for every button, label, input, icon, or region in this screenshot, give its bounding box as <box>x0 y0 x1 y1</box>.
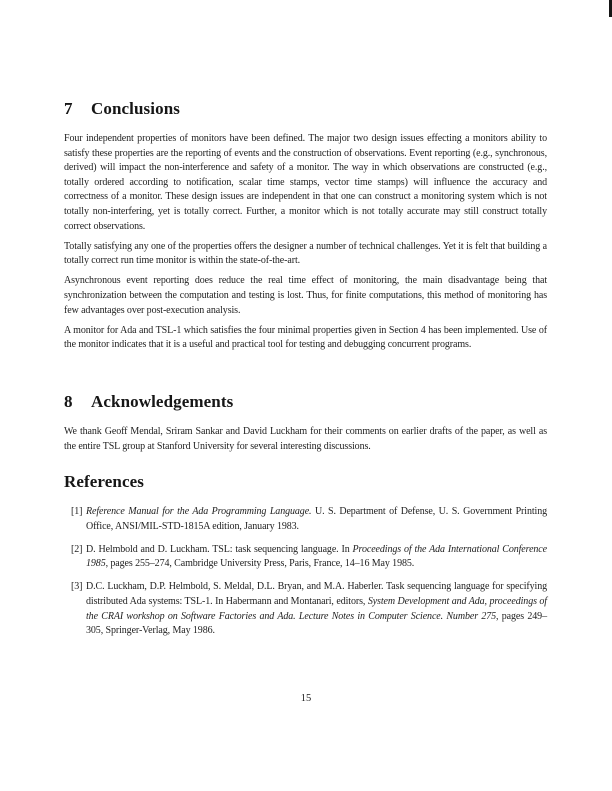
section-title: Acknowledgements <box>91 392 234 411</box>
reference-item <box>64 543 547 572</box>
paragraph: A monitor for Ada and TSL-1 which satisfies the four minimal properties given in Section 4 has been implemented. Use of the monitor indicates that it is a useful and practical tool for testing and debugging concurrent programs. <box>64 324 547 351</box>
reference-text-plain: , pages 249–305, Springer-Verlag, May 1986. <box>86 610 547 637</box>
reference-item <box>64 505 547 534</box>
section-title: References <box>64 472 144 491</box>
section-number: 7 <box>64 99 73 118</box>
reference-label: [1] <box>71 506 83 517</box>
section-acknowledgements <box>64 392 547 460</box>
reference-text <box>86 581 547 636</box>
reference-title-italic: Proceedings of the Ada International Conference 1985 <box>86 543 547 570</box>
paragraph: Totally satisfying any one of the properties offers the designer a number of technical challenges. Yet it is felt that building a totally correct run time monitor is within the state-of-the-art. <box>64 240 547 267</box>
reference-text-plain: D.C. Luckham, D.P. Helmbold, S. Meldal, D.L. Bryan, and M.A. Haberler. Task sequencing language for specifying distributed Ada systems: TSL-1. In Habermann and Montanari, editors, <box>86 581 547 607</box>
paragraph: We thank Geoff Mendal, Sriram Sankar and David Luckham for their comments on earlier drafts of the paper, as well as the entire TSL group at Stanford University for several interesting discussions. <box>64 426 547 452</box>
paragraph: Four independent properties of monitors have been defined. The major two design issues effecting a monitors ability to satisfy these properties are the reporting of events and the construction of observations. Event reporting (e.g., synchronous, derived) will impact the non-interference and safety of a monitor. The way in which observations are constructed (e.g., totally ordered according to notification, scalar time stamps, vector time stamps) will influence the accuracy and correctness of a monitor. These design issues are independent in that one can construct a monitoring system which is not totally non-interfering, yet is totally correct. Further, a monitor which is not totally accurate may still construct totally correct observations. <box>64 133 547 232</box>
section-heading-acknowledgements <box>64 392 547 411</box>
paragraph: Asynchronous event reporting does reduce the real time effect of monitoring, the main disadvantage being that synchronization between the computation and testing is lost. Thus, for finite computations, this method of monitoring has few advantages over post-execution analysis. <box>64 275 547 316</box>
reference-list <box>64 505 547 639</box>
section-conclusions <box>64 99 547 358</box>
section-heading-conclusions <box>64 99 547 118</box>
page-number: 15 <box>300 693 312 704</box>
section-title: Conclusions <box>91 99 180 118</box>
reference-title-italic: Reference Manual for the Ada Programming Language. <box>86 506 312 517</box>
reference-text-plain: , pages 255–274, Cambridge University Press, Paris, France, 14–16 May 1985. <box>105 558 415 570</box>
reference-label: [3] <box>71 581 83 593</box>
reference-label: [2] <box>71 543 83 555</box>
reference-item <box>64 580 547 638</box>
reference-text-plain: D. Helmbold and D. Luckham. TSL: task sequencing language. In <box>86 543 353 555</box>
reference-title-italic: System Development and Ada, proceedings of the CRAI workshop on Software Factories and Ada. Lecture Notes in Computer Science. Number 275 <box>86 595 547 622</box>
reference-text <box>86 506 547 532</box>
section-number: 8 <box>64 392 73 411</box>
reference-text-plain: U. S. Department of Defense, U. S. Government Printing Office, ANSI/MIL-STD-1815A edition, January 1983. <box>86 506 548 532</box>
reference-text <box>86 544 547 570</box>
section-heading-references <box>64 472 547 491</box>
section-references <box>64 472 547 647</box>
